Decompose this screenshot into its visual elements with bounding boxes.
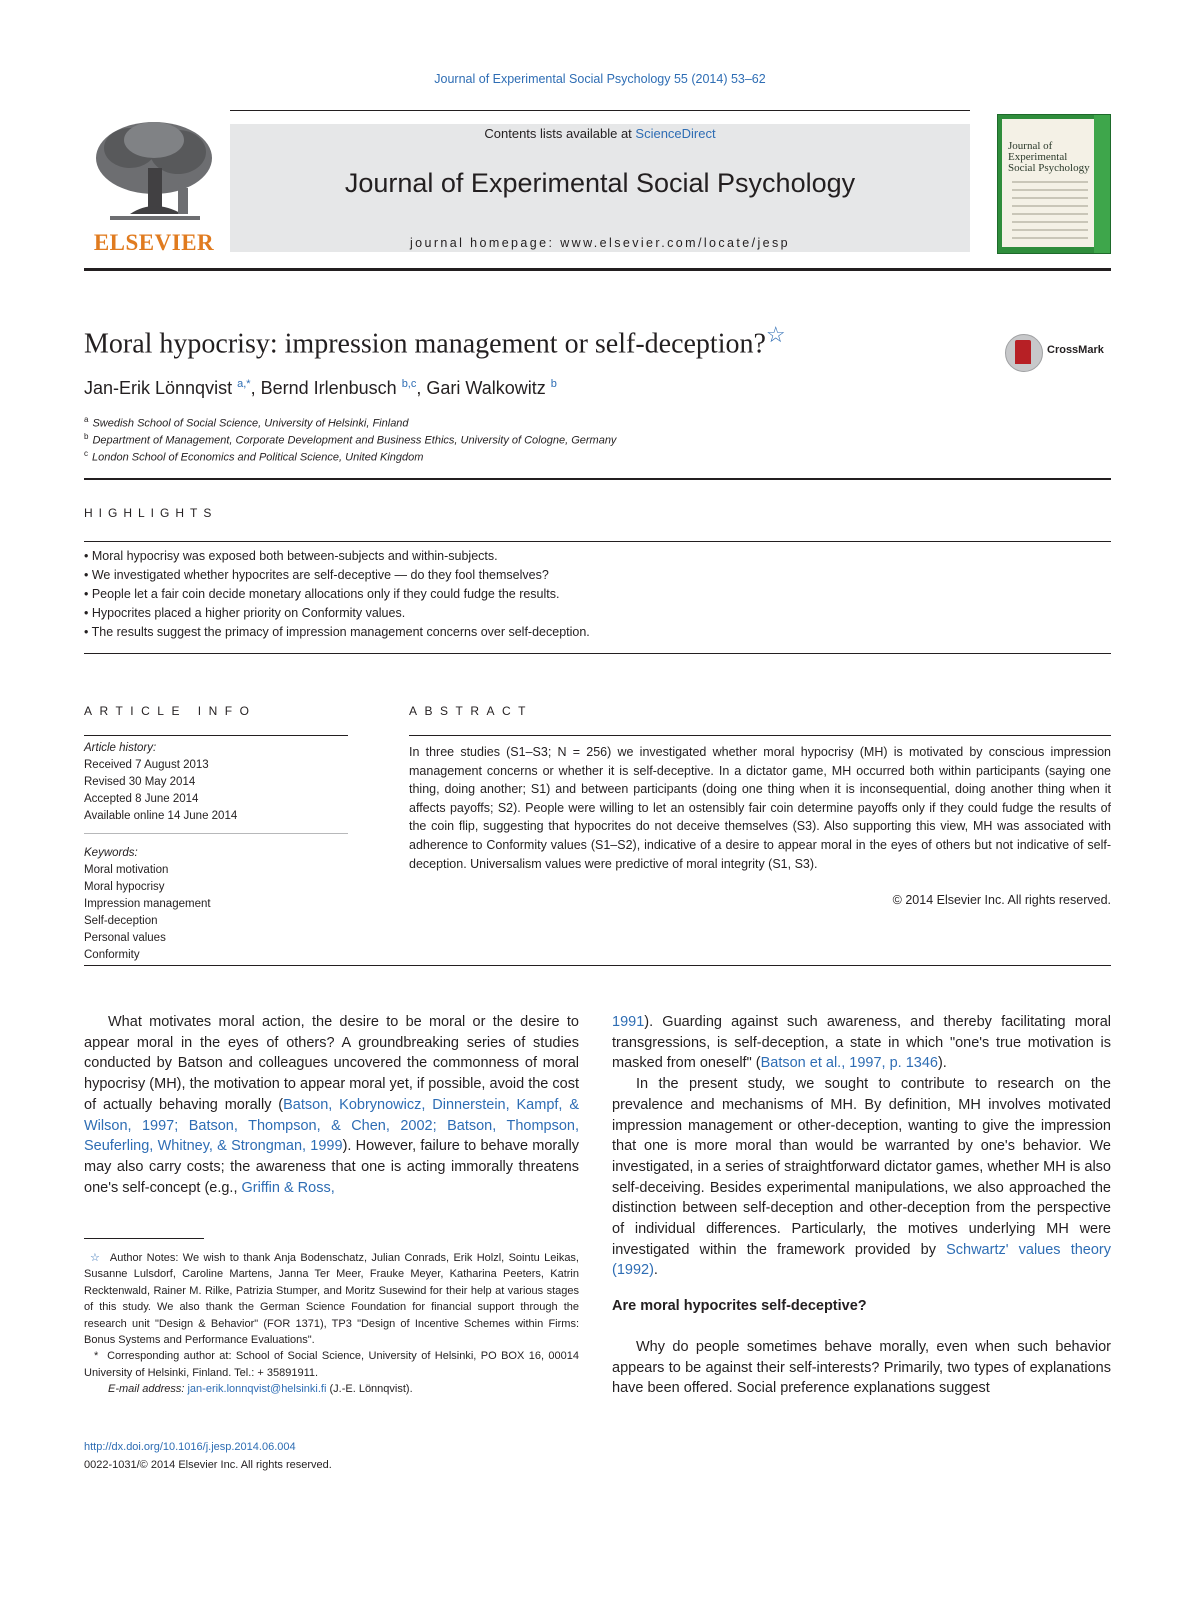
author-affil-sup[interactable]: a,* <box>237 378 251 390</box>
body-right-column <box>612 1012 1111 1281</box>
highlight-item: • Moral hypocrisy was exposed both between-subjects and within-subjects. <box>84 549 498 563</box>
history-entry: Received 7 August 2013 <box>84 759 209 771</box>
keyword: Impression management <box>84 898 211 910</box>
abstract-heading: ABSTRACT <box>409 704 534 718</box>
affiliation-text: Department of Management, Corporate Development and Business Ethics, University of Cologne, Germany <box>92 434 617 447</box>
affiliation-key: b <box>84 432 89 441</box>
cover-stripe <box>1094 115 1110 253</box>
body-paragraph: Why do people sometimes behave morally, even when such behavior appears to be against their self-interests? Primarily, two types of explanations have been offered. Social preference explanations suggest <box>612 1339 1111 1397</box>
footnote-corresponding <box>84 1348 579 1381</box>
article-info-rule <box>84 735 348 736</box>
affiliation <box>84 449 423 464</box>
email-link[interactable]: jan-erik.lonnqvist@helsinki.fi <box>187 1383 327 1396</box>
body-paragraph <box>84 1012 579 1198</box>
bookmark-icon <box>1015 340 1031 364</box>
footnote-star-mark[interactable]: ☆ <box>90 1252 102 1264</box>
publisher-name: ELSEVIER <box>93 230 215 255</box>
body-text: ). <box>937 1055 947 1072</box>
footnote-text: Corresponding author at: School of Social Science, University of Helsinki, PO BOX 16, 00014 University of Helsinki, Finland. Tel.: + 35891911. <box>84 1350 579 1379</box>
keywords-list <box>84 845 211 964</box>
body-right-column-continued <box>612 1337 1111 1399</box>
header-bottom-rule <box>84 268 1111 271</box>
article-history <box>84 740 237 825</box>
history-entry: Accepted 8 June 2014 <box>84 793 199 805</box>
abstract-rule <box>409 735 1111 736</box>
email-label: E-mail address: <box>108 1383 188 1396</box>
highlights-top-rule <box>84 541 1111 542</box>
footnote-text: Author Notes: We wish to thank Anja Bodenschatz, Julian Conrads, Erik Holzl, Sointu Leikas, Susanne Lulsdorf, Caroline Martens, Janna Ter Meer, Frauke Meyer, Katharina Peeters, Katrin Recktenwald, Rainer M. Rilke, Patrizia Stumper, and Moritz Susewind for their help at various stages of this study. We also thank the German Science Foundation for financial support through the research unit "Design & Behavior" (FOR 1371), TP3 "Design of Incentive Schemes within Firms: Bonus Systems and Performance Evaluations". <box>84 1252 579 1347</box>
homepage-prefix: journal homepage: <box>409 236 561 250</box>
history-entry: Available online 14 June 2014 <box>84 810 238 822</box>
history-entry: Revised 30 May 2014 <box>84 776 196 788</box>
doi-link[interactable]: http://dx.doi.org/10.1016/j.jesp.2014.06.004 <box>84 1441 296 1453</box>
header-top-rule <box>230 110 970 111</box>
footnote-corr-mark: * <box>94 1350 99 1363</box>
footnote-author-notes <box>84 1250 579 1348</box>
journal-title: Journal of Experimental Social Psychology <box>344 168 856 198</box>
contents-line <box>230 126 970 141</box>
highlight-item: • We investigated whether hypocrites are self-deceptive — do they fool themselves? <box>84 568 549 582</box>
citation-link[interactable]: Griffin & Ross, <box>241 1179 335 1196</box>
email-suffix: (J.-E. Lönnqvist). <box>326 1383 413 1396</box>
highlight-item: • People let a fair coin decide monetary allocations only if they could fudge the results. <box>84 587 560 601</box>
affiliation-text: London School of Economics and Political Science, United Kingdom <box>92 451 424 464</box>
homepage-url[interactable]: www.elsevier.com/locate/jesp <box>560 236 790 250</box>
body-text: In the present study, we sought to contribute to research on the prevalence and mechanisms of MH. By definition, MH involves motivated impression management or other-deception, wanting to give the impression that one is more moral than would be warranted by one's behavior. We investigated, in a series of straightforward dictator games, whether MH is also self-deceiving. Besides experimental manipulations, we also approached the distinction between self-deception and other-deception from the perspective of individual differences. Particularly, the motives underlying MH were investigated within the framework provided by <box>612 1076 1111 1258</box>
author-name: Jan-Erik Lönnqvist <box>84 378 233 398</box>
author-name: Gari Walkowitz <box>426 378 546 398</box>
highlight-item: • The results suggest the primacy of impression management concerns over self-deception. <box>84 625 590 639</box>
affiliations-rule <box>84 478 1111 480</box>
cover-page <box>1002 119 1094 247</box>
footnotes <box>84 1250 579 1398</box>
abstract-text: In three studies (S1–S3; N = 256) we investigated whether moral hypocrisy (MH) is motivated by conscious impression management concerns or whether it is self-deceptive. In a dictator game, MH occurred both within participants (saying one thing, doing another; S1) and between participants (doing one thing when it is inconsequential, doing another thing when it affects payoffs; S2). People were willing to let an ostensibly fair coin determine payoffs only if they could fudge the results of the coin flip, suggesting that hypocrites do not deceive themselves (S3). Also supporting this view, MH was associated with adherence to Conformity values (S1–S2), indicative of a desire to appear moral in the eyes of others but not indicative of self-deception. Universalism values were predictive of moral integrity (S1, S3). <box>409 745 1111 871</box>
author-list: Jan-Erik Lönnqvist $^{a,*}$, Bernd Irlenbusch $^{b,c}$, Gari Walkowitz $^b$ <box>84 378 557 398</box>
author-affil-sup[interactable]: b,c <box>401 378 417 390</box>
author-affil-sup[interactable]: b <box>550 378 557 390</box>
abstract-copyright: © 2014 Elsevier Inc. All rights reserved. <box>892 893 1111 907</box>
affiliation-key: a <box>84 415 89 424</box>
keywords-label: Keywords: <box>84 847 138 859</box>
keyword: Moral motivation <box>84 864 169 876</box>
front-matter-bottom-rule <box>84 965 1111 966</box>
author-name: Bernd Irlenbusch <box>260 378 397 398</box>
article-title <box>84 322 786 360</box>
affiliation <box>84 432 616 447</box>
citation-link[interactable]: Schwartz' values theory (1992) <box>612 1241 1111 1279</box>
sciencedirect-link[interactable]: ScienceDirect <box>635 126 716 141</box>
body-text: . <box>653 1262 658 1279</box>
journal-banner <box>230 124 970 252</box>
crossmark-label: CrossMark <box>1047 344 1104 356</box>
body-paragraph <box>612 1012 1111 1074</box>
title-footnote-star[interactable]: ☆ <box>765 322 786 347</box>
elsevier-logo <box>84 118 224 258</box>
keyword: Moral hypocrisy <box>84 881 165 893</box>
body-text: ). However, failure to behave morally may also carry costs; the awareness that one is acting immorally threatens one's self-concept (e.g., <box>84 1138 580 1196</box>
affiliation-key: c <box>84 449 88 458</box>
highlights-heading: HIGHLIGHTS <box>84 506 218 520</box>
elsevier-tree-icon <box>90 118 218 228</box>
footnote-rule <box>84 1238 204 1239</box>
cover-title: Journal of Experimental Social Psychology <box>1008 140 1090 174</box>
highlight-item: • Hypocrites placed a higher priority on Conformity values. <box>84 606 406 620</box>
keyword: Personal values <box>84 932 166 944</box>
affiliation <box>84 415 409 430</box>
issn-copyright: 0022-1031/© 2014 Elsevier Inc. All rights reserved. <box>84 1459 332 1471</box>
contents-prefix: Contents lists available at <box>484 126 636 141</box>
citation-link[interactable]: 1991 <box>612 1014 645 1030</box>
homepage-line <box>230 236 970 250</box>
highlights-bottom-rule <box>84 653 1111 654</box>
body-paragraph <box>612 1074 1111 1281</box>
keywords-rule <box>84 833 348 834</box>
body-left-column <box>84 1012 579 1198</box>
crossmark-badge[interactable] <box>1005 334 1123 370</box>
article-title-text: Moral hypocrisy: impression management or self-deception? <box>84 328 766 360</box>
citation-link[interactable]: Batson et al., 1997, p. 1346 <box>760 1055 938 1072</box>
section-heading: Are moral hypocrites self-deceptive? <box>612 1298 867 1314</box>
footnote-email <box>84 1381 579 1397</box>
keyword: Conformity <box>84 949 140 961</box>
article-info-heading: ARTICLE INFO <box>84 704 257 718</box>
body-text: What motivates moral action, the desire to be moral or the desire to appear moral in the eyes of others? A groundbreaking series of studies conducted by Batson and colleagues uncovered the commonness of moral hypocrisy (MH), the motivation to appear moral yet, if possible, avoid the cost of actually behaving morally ( <box>84 1014 579 1113</box>
cover-text-lines <box>1012 181 1088 245</box>
citation-link[interactable]: Batson, Kobrynowicz, Dinnerstein, Kampf, & Wilson, 1997; Batson, Thompson, & Chen, 2002; Batson, Thompson, Seuferling, Whitney, & Strongman, 1999 <box>84 1096 579 1155</box>
journal-cover-image <box>997 114 1111 254</box>
keyword: Self-deception <box>84 915 158 927</box>
journal-citation-link[interactable]: Journal of Experimental Social Psychology 55 (2014) 53–62 <box>434 72 766 86</box>
body-text: ). Guarding against such awareness, and thereby facilitating moral transgressions, is self-deception, a state in which "one's true motivation is masked from oneself" ( <box>612 1014 1111 1072</box>
history-label: Article history: <box>84 742 157 754</box>
affiliation-text: Swedish School of Social Science, University of Helsinki, Finland <box>92 417 409 430</box>
